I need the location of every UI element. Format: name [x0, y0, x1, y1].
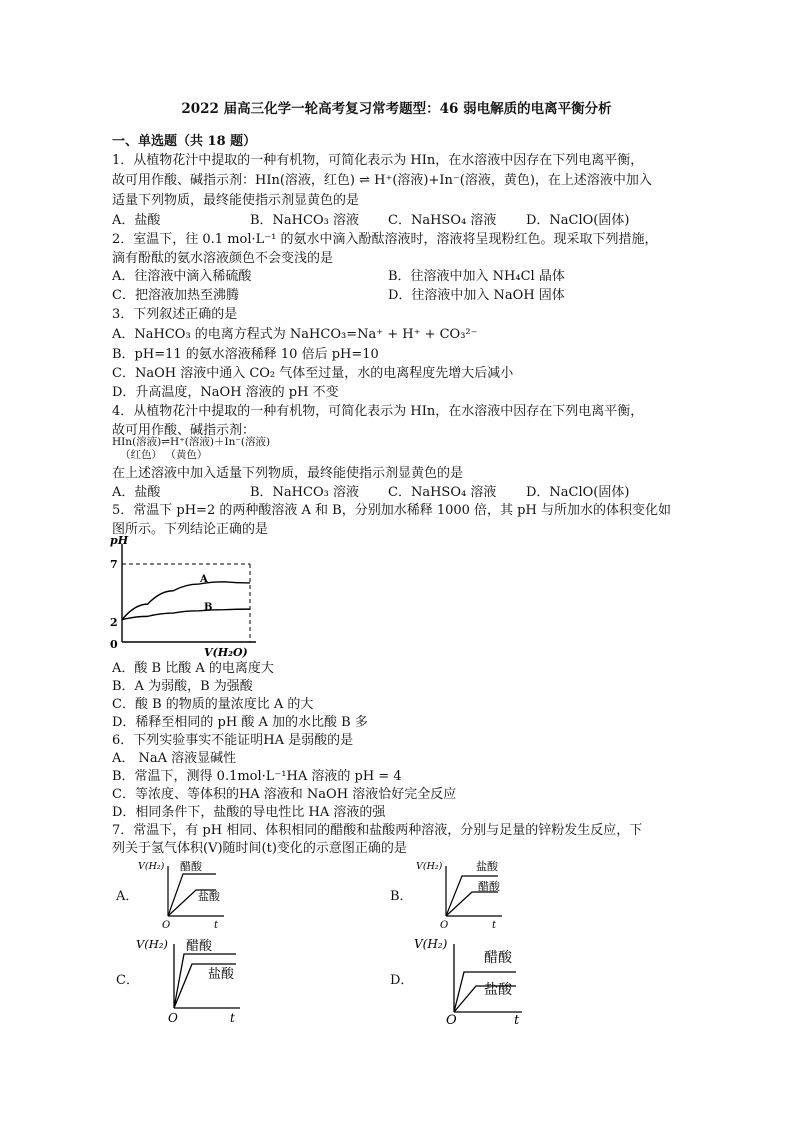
hcl-label: 盐酸	[476, 860, 498, 873]
q7-option-c-label: C．	[116, 973, 139, 988]
t-label: t	[214, 920, 219, 930]
q2-line2: 滴有酚酞的氨水溶液颜色不会变浅的是	[112, 251, 334, 266]
t-label: t	[492, 920, 497, 930]
q1-option-d: D．NaClO(固体)	[526, 213, 630, 228]
section-heading: 一、单选题（共 18 题）	[112, 134, 257, 149]
q5-line1: 5．常温下 pH=2 的两种酸溶液 A 和 B，分别加水稀释 1000 倍，其 pH 与所加水的体积变化如	[112, 503, 671, 518]
hcl-label: 盐酸	[484, 982, 512, 998]
q6-option-d: D．相同条件下，盐酸的导电性比 HA 溶液的强	[112, 805, 386, 820]
q6-option-b: B．常温下，测得 0.1mol·L⁻¹HA 溶液的 pH = 4	[112, 769, 402, 784]
q4-option-d: D．NaClO(固体)	[526, 485, 630, 500]
q7-line1: 7．常温下，有 pH 相同、体积相同的醋酸和盐酸两种溶液，分别与足量的锌粉发生反应，下	[112, 823, 643, 838]
chart-y2: 2	[110, 616, 118, 629]
q3-option-b: B．pH=11 的氨水溶液稀释 10 倍后 pH=10	[112, 347, 379, 362]
chart-ylabel: pH	[110, 534, 129, 547]
q5-option-b: B．A 为弱酸，B 为强酸	[112, 679, 253, 694]
q3-option-d: D．升高温度，NaOH 溶液的 pH 不变	[112, 385, 339, 400]
q5-ph-chart	[108, 534, 268, 658]
vh2-label: V(H₂)	[416, 861, 443, 872]
q7-graph-b	[416, 858, 511, 930]
acetic-label: 醋酸	[478, 880, 500, 893]
origin-label: O	[162, 920, 171, 930]
series-b-label: B	[204, 602, 213, 613]
q7-option-a-label: A．	[116, 889, 139, 904]
q6-option-a: A． NaA 溶液显碱性	[112, 751, 237, 766]
chart-xlabel: V(H₂O)	[204, 646, 248, 658]
q7-option-d-label: D．	[390, 973, 414, 988]
q3-line1: 3．下列叙述正确的是	[112, 307, 238, 322]
acetic-label: 醋酸	[484, 950, 512, 966]
q1-line2: 故可用作酸、碱指示剂：HIn(溶液，红色) ⇌ H⁺(溶液)+In⁻(溶液，黄色)，在上述溶液中加入	[112, 173, 652, 188]
series-b-curve	[122, 609, 250, 620]
q4-line2: 故可用作酸、碱指示剂：	[112, 423, 256, 438]
q4-option-b: B．NaHCO₃ 溶液	[250, 485, 359, 500]
q2-line1: 2．室温下，往 0.1 mol·L⁻¹ 的氨水中滴入酚酞溶液时，溶液将呈现粉红色。现采取下列措施，	[112, 232, 658, 247]
q1-option-c: C．NaHSO₄ 溶液	[388, 213, 497, 228]
origin-label: O	[446, 1013, 457, 1026]
q2-option-a: A．往溶液中滴入稀硫酸	[112, 269, 252, 284]
q7-graph-d	[414, 934, 534, 1026]
q2-option-b: B．往溶液中加入 NH₄Cl 晶体	[388, 269, 565, 284]
q4-option-a: A．盐酸	[112, 485, 161, 500]
vh2-label: V(H₂)	[136, 937, 168, 951]
q4-line3: 在上述溶液中加入适量下列物质，最终能使指示剂显黄色的是	[112, 466, 464, 481]
vh2-label: V(H₂)	[414, 937, 448, 951]
page-title: 2022 届高三化学一轮高考复习常考题型：46 弱电解质的电离平衡分析	[181, 101, 612, 117]
chart-y7: 7	[110, 558, 118, 571]
q5-line2: 图所示。下列结论正确的是	[112, 522, 269, 537]
q4-line1: 4．从植物花汁中提取的一种有机物，可简化表示为 HIn，在水溶液中因存在下列电离平衡，	[112, 404, 644, 419]
q3-option-a: A．NaHCO₃ 的电离方程式为 NaHCO₃=Na⁺ + H⁺ + CO₃²⁻	[112, 327, 478, 342]
q5-option-d: D．稀释至相同的 pH 酸 A 加的水比酸 B 多	[112, 715, 368, 730]
q1-option-a: A．盐酸	[112, 213, 161, 228]
hcl-label: 盐酸	[198, 890, 220, 903]
chart-y0: 0	[110, 638, 118, 651]
vh2-label: V(H₂)	[138, 861, 165, 872]
origin-label: O	[168, 1011, 178, 1024]
acetic-label: 醋酸	[180, 860, 202, 873]
q7-option-b-label: B．	[390, 889, 413, 904]
q1-line1: 1．从植物花汁中提取的一种有机物，可简化表示为 HIn，在水溶液中因存在下列电离平衡，	[112, 153, 644, 168]
q3-option-c: C．NaOH 溶液中通入 CO₂ 气体至过量，水的电离程度先增大后减小	[112, 366, 514, 381]
series-a-curve	[122, 582, 250, 620]
q1-line3: 适量下列物质，最终能使指示剂显黄色的是	[112, 193, 360, 208]
q2-option-d: D．往溶液中加入 NaOH 固体	[388, 288, 565, 303]
acetic-label: 醋酸	[186, 939, 213, 954]
q4-equation-colors: （红色） （黄色）	[120, 449, 208, 461]
q7-line2: 列关于氢气体积(V)随时间(t)变化的示意图正确的是	[112, 841, 407, 856]
q7-graph-a	[138, 858, 233, 930]
series-a-label: A	[200, 574, 208, 585]
t-label: t	[514, 1013, 520, 1026]
origin-label: O	[440, 920, 449, 930]
q5-option-c: C．酸 B 的物质的量浓度比 A 的大	[112, 697, 314, 712]
q7-graph-c	[136, 934, 251, 1024]
t-label: t	[230, 1011, 235, 1024]
q4-equation: HIn(溶液)⇌H⁺(溶液)＋In⁻(溶液)	[112, 436, 271, 448]
q6-option-c: C．等浓度、等体积的HA 溶液和 NaOH 溶液恰好完全反应	[112, 787, 457, 802]
q5-option-a: A．酸 B 比酸 A 的电离度大	[112, 661, 274, 676]
q6-line1: 6．下列实验事实不能证明HA 是弱酸的是	[112, 733, 354, 748]
hcl-label: 盐酸	[208, 967, 235, 982]
q1-option-b: B．NaHCO₃ 溶液	[250, 213, 359, 228]
q4-option-c: C．NaHSO₄ 溶液	[388, 485, 497, 500]
q2-option-c: C．把溶液加热至沸腾	[112, 288, 239, 303]
